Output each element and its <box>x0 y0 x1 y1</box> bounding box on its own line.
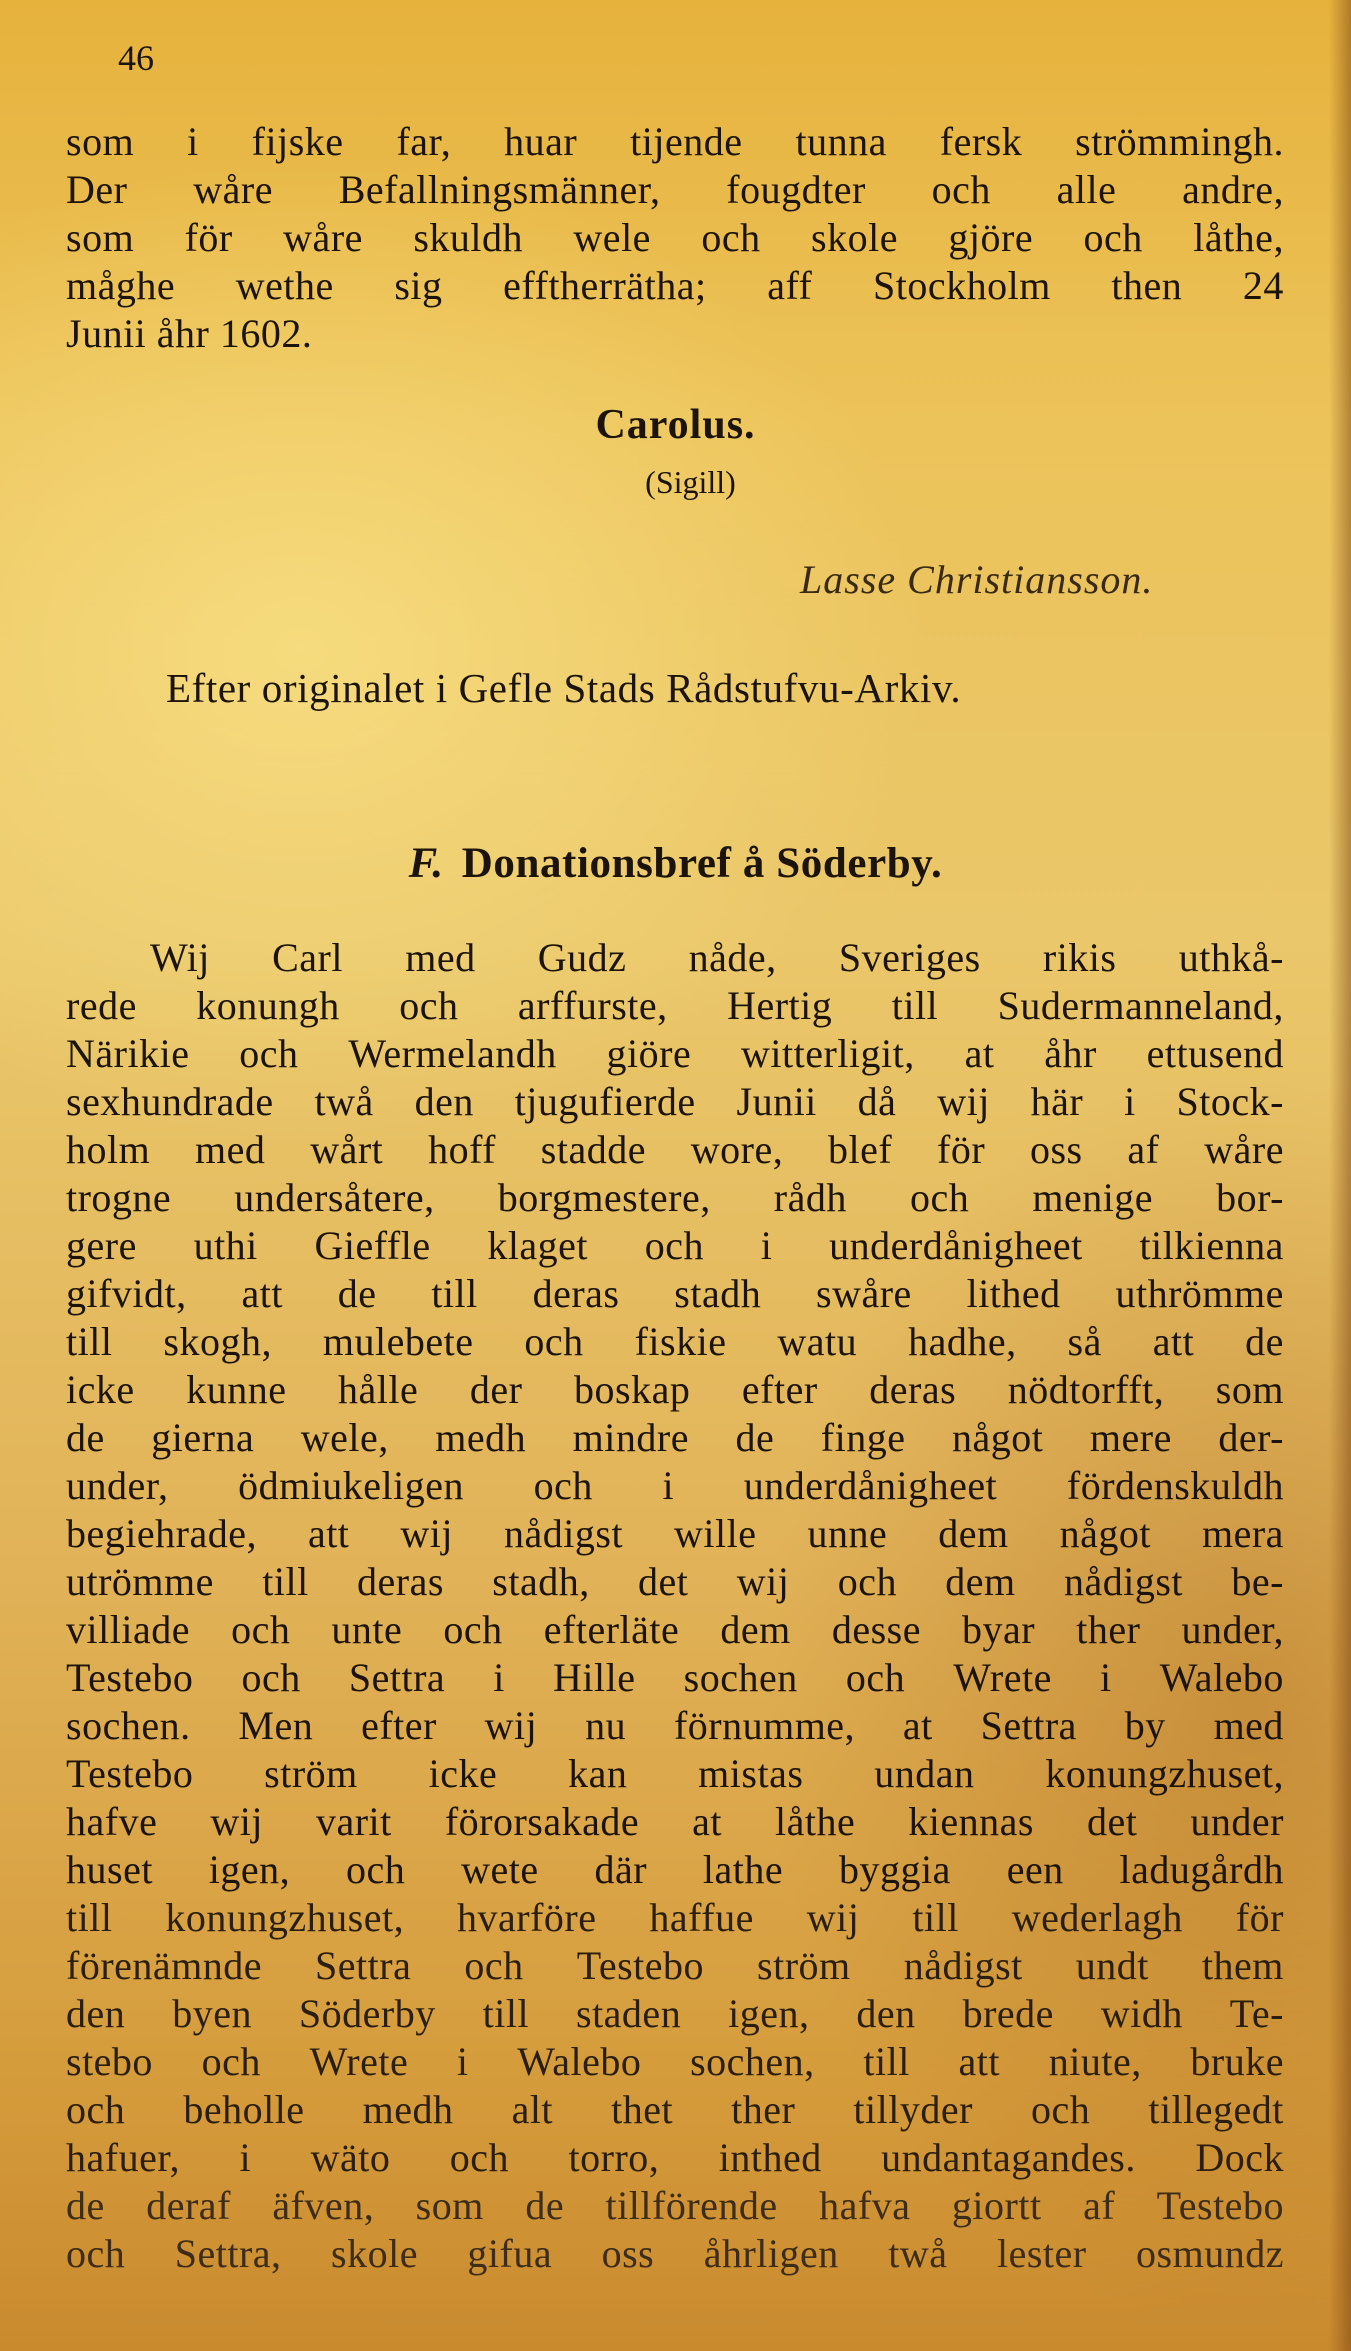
text-line: hafuer, i wäto och torro, inthed undantagandes. Dock <box>66 2135 1284 2180</box>
text-line: gere uthi Gieffle klaget och i underdånigheet tilkienna <box>66 1223 1284 1268</box>
section-letter: F. <box>408 840 444 887</box>
text-line: sexhundrade twå den tjugufierde Junii då wij här i Stock- <box>66 1079 1284 1124</box>
text-line: Der wåre Befallningsmänner, fougdter och alle andre, <box>66 167 1284 212</box>
text-line: villiade och unte och efterläte dem desse byar ther under, <box>66 1607 1284 1652</box>
section-title: Donationsbref å Söderby. <box>461 840 943 887</box>
text-line: utrömme till deras stadh, det wij och dem nådigst be- <box>66 1559 1284 1604</box>
text-line: gifvidt, att de till deras stadh swåre lithed uthrömme <box>66 1271 1284 1316</box>
text-line: under, ödmiukeligen och i underdånigheet fördenskuldh <box>66 1463 1284 1508</box>
seal-note: (Sigill) <box>645 464 736 500</box>
page-edge-shadow <box>1329 0 1351 2351</box>
text-line: som för wåre skuldh wele och skole gjöre och låthe, <box>66 215 1284 260</box>
text-line: huset igen, och wete där lathe byggia een ladugårdh <box>66 1847 1284 1892</box>
page-number: 46 <box>118 38 154 78</box>
text-line: och Settra, skole gifua oss åhrligen twå lester osmundz <box>66 2231 1284 2276</box>
text-line: Närikie och Wermelandh giöre witterligit, at åhr ettusend <box>66 1031 1284 1076</box>
text-line: till konungzhuset, hvarföre haffue wij till wederlagh för <box>66 1895 1284 1940</box>
text-line: icke kunne hålle der boskap efter deras nödtorfft, som <box>66 1367 1284 1412</box>
text-line: den byen Söderby till staden igen, den brede widh Te- <box>66 1991 1284 2036</box>
text-line: sochen. Men efter wij nu förnumme, at Settra by med <box>66 1703 1284 1748</box>
text-line: Testebo och Settra i Hille sochen och Wrete i Walebo <box>66 1655 1284 1700</box>
text-line: trogne undersåtere, borgmestere, rådh och menige bor- <box>66 1175 1284 1220</box>
secretary-signature: Lasse Christiansson. <box>800 557 1154 602</box>
text-line: Testebo ström icke kan mistas undan konungzhuset, <box>66 1751 1284 1796</box>
text-line: de deraf äfven, som de tillförende hafva giortt af Testebo <box>66 2183 1284 2228</box>
text-line: stebo och Wrete i Walebo sochen, till att niute, bruke <box>66 2039 1284 2084</box>
text-line: och beholle medh alt thet ther tillyder och tillegedt <box>66 2087 1284 2132</box>
text-line: till skogh, mulebete och fiskie watu hadhe, så att de <box>66 1319 1284 1364</box>
text-line: rede konungh och arffurste, Hertig till Sudermanneland, <box>66 983 1284 1028</box>
text-line: Wij Carl med Gudz nåde, Sveriges rikis uthkå- <box>150 935 1284 980</box>
section-heading <box>0 842 1351 885</box>
text-line: som i fijske far, huar tijende tunna fersk strömmingh. <box>66 119 1284 164</box>
text-line: måghe wethe sig efftherrätha; aff Stockholm then 24 <box>66 263 1284 308</box>
text-line: begiehrade, att wij nådigst wille unne dem något mera <box>66 1511 1284 1556</box>
text-line: förenämnde Settra och Testebo ström nådigst undt them <box>66 1943 1284 1988</box>
text-line: holm med wårt hoff stadde wore, blef för oss af wåre <box>66 1127 1284 1172</box>
text-line: hafve wij varit förorsakade at låthe kiennas det under <box>66 1799 1284 1844</box>
text-line: de gierna wele, medh mindre de finge något mere der- <box>66 1415 1284 1460</box>
signature: Carolus. <box>595 402 756 448</box>
source-note: Efter originalet i Gefle Stads Rådstufvu-Arkiv. <box>166 665 962 711</box>
text-line-last: Junii åhr 1602. <box>66 311 313 356</box>
